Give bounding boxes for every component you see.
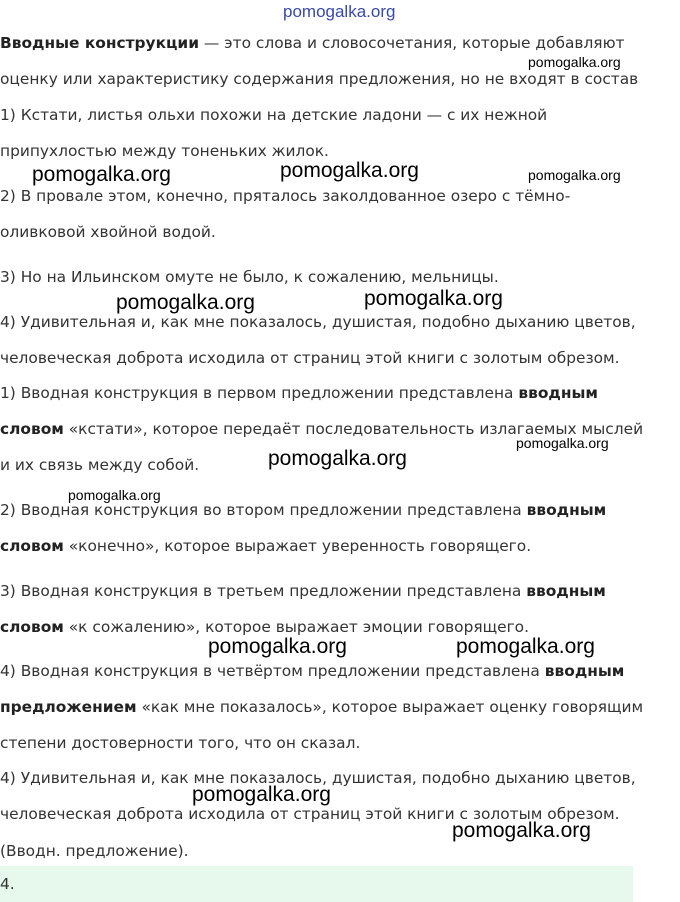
term-bold: вводным xyxy=(544,662,625,680)
term-bold: словом xyxy=(0,420,64,438)
sentence-2-line-1: 2) В провале этом, конечно, пряталось заколдованное озеро с тёмно- xyxy=(0,187,571,205)
sentence-1-line-2: припухлостью между тоненьких жилок. xyxy=(0,142,329,160)
sentence-4-line-2: человеческая доброта исходила от страниц этой книги с золотым обрезом. xyxy=(0,349,620,367)
explanation-text: «конечно», которое выражает уверенность говорящего. xyxy=(63,537,532,555)
term-bold: словом xyxy=(0,618,64,636)
watermark: pomogalka.org xyxy=(456,635,595,658)
explanation-text: «как мне показалось», которое выражает оценку говорящим xyxy=(136,698,644,716)
watermark: pomogalka.org xyxy=(208,635,347,658)
explanation-1-line-3: и их связь между собой. xyxy=(0,456,200,474)
term-bold: Вводные конструкции xyxy=(0,34,199,52)
watermark: pomogalka.org xyxy=(116,291,255,314)
answer-label: 4. xyxy=(0,875,15,893)
definition-line-2: оценку или характеристику содержания предложения, но не входят в состав xyxy=(0,70,639,88)
definition-line-1 xyxy=(0,33,625,53)
explanation-text: 3) Вводная конструкция в третьем предложении представлена xyxy=(0,582,527,600)
watermark: pomogalka.org xyxy=(528,167,621,183)
watermark: pomogalka.org xyxy=(516,435,609,451)
watermark: pomogalka.org xyxy=(280,159,419,182)
explanation-4-line-2 xyxy=(0,697,643,717)
explanation-2-line-1 xyxy=(0,500,606,520)
watermark: pomogalka.org xyxy=(364,287,503,310)
definition-text: — это слова и словосочетания, которые добавляют xyxy=(199,34,625,52)
watermark: pomogalka.org xyxy=(268,447,407,470)
explanation-text: «к сожалению», которое выражает эмоции говорящего. xyxy=(63,618,529,636)
sentence-4-line-1: 4) Удивительная и, как мне показалось, душистая, подобно дыханию цветов, xyxy=(0,313,636,331)
explanation-text: 2) Вводная конструкция во втором предложении представлена xyxy=(0,501,527,519)
term-bold: предложением xyxy=(0,698,137,716)
term-bold: вводным xyxy=(526,582,606,600)
explanation-1-line-1 xyxy=(0,383,598,403)
explanation-text: «кстати», которое передаёт последовательность излагаемых мыслей xyxy=(63,420,644,438)
watermark: pomogalka.org xyxy=(192,783,331,806)
explanation-text: 4) Вводная конструкция в четвёртом предложении представлена xyxy=(0,662,545,680)
explanation-2-line-2 xyxy=(0,536,531,556)
watermark: pomogalka.org xyxy=(528,54,621,70)
term-bold: словом xyxy=(0,537,64,555)
final-sentence-line-2: человеческая доброта исходила от страниц этой книги с золотым обрезом. xyxy=(0,805,620,823)
watermark: pomogalka.org xyxy=(32,163,171,186)
sentence-3: 3) Но на Ильинском омуте не было, к сожалению, мельницы. xyxy=(0,268,499,286)
term-bold: вводным xyxy=(518,384,598,402)
watermark: pomogalka.org xyxy=(68,487,161,503)
sentence-2-line-2: оливковой хвойной водой. xyxy=(0,223,216,241)
final-sentence-line-1: 4) Удивительная и, как мне показалось, душистая, подобно дыханию цветов, xyxy=(0,769,636,787)
explanation-text: 1) Вводная конструкция в первом предложении представлена xyxy=(0,384,519,402)
watermark: pomogalka.org xyxy=(452,819,591,842)
term-bold: вводным xyxy=(526,501,607,519)
explanation-3-line-1 xyxy=(0,581,606,601)
sentence-1-line-1: 1) Кстати, листья ольхи похожи на детские ладони — с их нежной xyxy=(0,106,548,124)
explanation-4-line-1 xyxy=(0,661,624,681)
watermark-top: pomogalka.org xyxy=(283,2,396,21)
explanation-3-line-2 xyxy=(0,617,529,637)
answer-box xyxy=(0,866,633,902)
final-sentence-line-3: (Вводн. предложение). xyxy=(0,842,189,860)
explanation-4-line-3: степени достоверности того, что он сказал. xyxy=(0,734,361,752)
